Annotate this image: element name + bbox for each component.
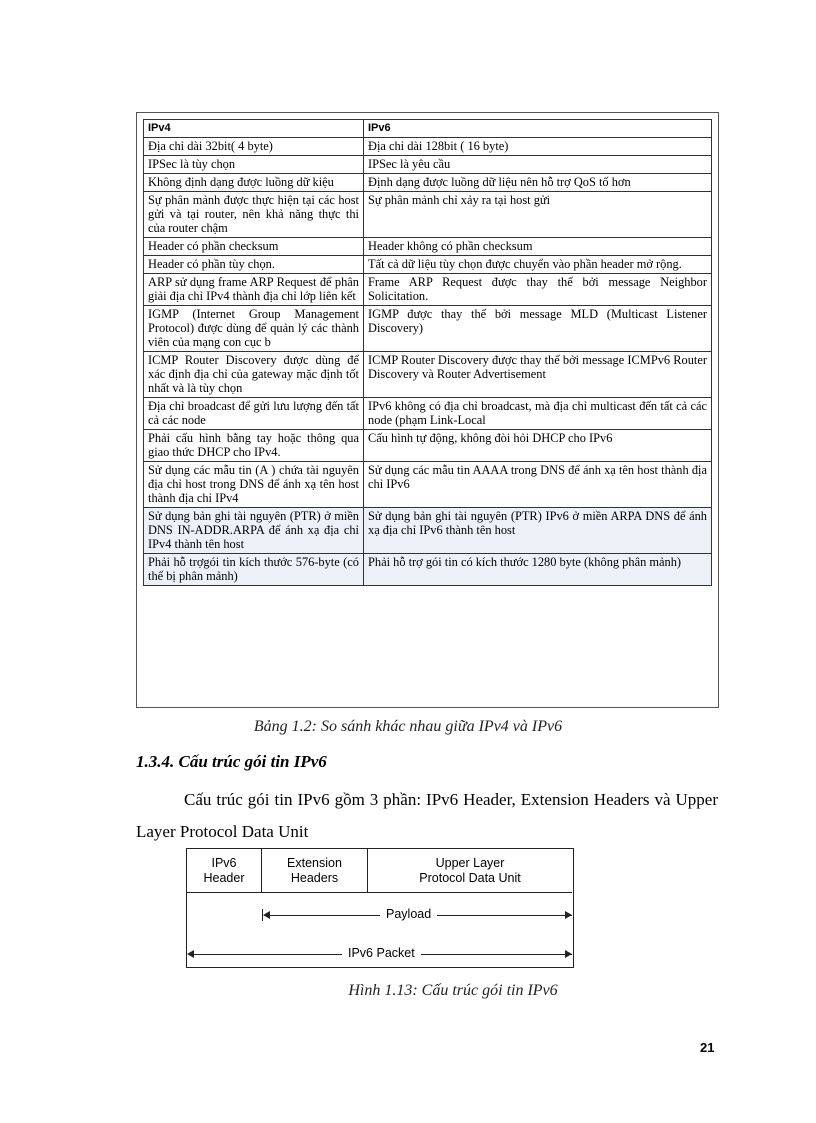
table-header-ipv4: IPv4: [144, 120, 364, 138]
table-row: [144, 174, 712, 192]
ipv6-cell: Cấu hình tự động, không đòi hỏi DHCP cho IPv6: [364, 430, 712, 462]
packet-label: IPv6 Packet: [342, 946, 421, 960]
table-row: [144, 430, 712, 462]
diagram-cell-upper-layer: [368, 849, 572, 893]
ipv6-cell: ICMP Router Discovery được thay thế bởi message ICMPv6 Router Discovery và Router Advertisement: [364, 352, 712, 398]
section-heading: 1.3.4. Cấu trúc gói tin IPv6: [136, 752, 327, 771]
table-row: [144, 138, 712, 156]
table-row: [144, 462, 712, 508]
ipv4-cell: Sự phân mảnh được thực hiện tại các host gửi và tại router, nên khả năng thực thi của router chậm: [144, 192, 364, 238]
comparison-table-frame: [136, 112, 719, 708]
table-row: [144, 274, 712, 306]
ipv6-cell: IPv6 không có địa chỉ broadcast, mà địa chỉ multicast đến tất cả các node (phạm Link-Local: [364, 398, 712, 430]
diagram-text: Headers: [290, 870, 339, 885]
ipv4-cell: Header có phần tùy chọn.: [144, 256, 364, 274]
ipv4-cell: ARP sử dụng frame ARP Request để phân giải địa chỉ IPv4 thành địa chỉ lớp liên kết: [144, 274, 364, 306]
ipv6-cell: Địa chỉ dài 128bit ( 16 byte): [364, 138, 712, 156]
ipv4-cell: Không định dạng được luồng dữ kiệu: [144, 174, 364, 192]
table-caption: Bảng 1.2: So sánh khác nhau giữa IPv4 và IPv6: [253, 718, 563, 735]
table-row: [144, 306, 712, 352]
ipv4-cell: Địa chỉ dài 32bit( 4 byte): [144, 138, 364, 156]
diagram-text: Extension: [287, 855, 342, 870]
diagram-cell-extension-headers: [262, 849, 368, 893]
ipv6-cell: Sử dụng các mẫu tin AAAA trong DNS để ánh xạ tên host thành địa chỉ IPv6: [364, 462, 712, 508]
payload-arrow: [262, 909, 572, 921]
diagram-cell-ipv6-header: [187, 849, 262, 893]
ipv6-cell: Tất cả dữ liệu tùy chọn được chuyển vào phần header mở rộng.: [364, 256, 712, 274]
diagram-text: IPv6: [211, 855, 237, 870]
ipv6-cell: Frame ARP Request được thay thế bởi message Neighbor Solicitation.: [364, 274, 712, 306]
ipv4-cell: ICMP Router Discovery được dùng để xác định địa chỉ của gateway mặc định tốt nhất và là tùy chọn: [144, 352, 364, 398]
ipv4-ipv6-comparison-table: [143, 119, 712, 586]
figure-caption: Hình 1.13: Cấu trúc gói tin IPv6: [348, 982, 558, 999]
diagram-text: Upper Layer: [435, 855, 505, 870]
ipv4-cell: Địa chỉ broadcast để gửi lưu lượng đến tất cả các node: [144, 398, 364, 430]
table-row: [144, 192, 712, 238]
table-row: [144, 398, 712, 430]
arrow-head-right: [565, 911, 572, 919]
ipv4-cell: Sử dụng các mẫu tin (A ) chứa tài nguyên địa chỉ host trong DNS để ánh xạ tên host thành địa chỉ IPv4: [144, 462, 364, 508]
table-row: [144, 156, 712, 174]
payload-label: Payload: [380, 907, 437, 921]
ipv4-cell: Phải cấu hình bằng tay hoặc thông qua giao thức DHCP cho IPv4.: [144, 430, 364, 462]
ipv6-packet-diagram: [186, 848, 574, 968]
ipv4-cell: Phải hỗ trợgói tin kích thước 576-byte (có thể bị phân mảnh): [144, 554, 364, 586]
ipv6-cell: Sự phân mảnh chỉ xảy ra tại host gửi: [364, 192, 712, 238]
ipv4-cell: IPSec là tùy chọn: [144, 156, 364, 174]
ipv4-cell: IGMP (Internet Group Management Protocol) được dùng để quản lý các thành viên của mạng con cục b: [144, 306, 364, 352]
ipv6-cell: IPSec là yêu cầu: [364, 156, 712, 174]
table-header-ipv6: IPv6: [364, 120, 712, 138]
ipv6-cell: IGMP được thay thế bởi message MLD (Multicast Listener Discovery): [364, 306, 712, 352]
table-row: [144, 238, 712, 256]
diagram-text: Protocol Data Unit: [419, 870, 521, 885]
ipv6-cell: Header không có phần checksum: [364, 238, 712, 256]
ipv6-cell: Định dạng được luồng dữ liệu nên hỗ trợ QoS tố hơn: [364, 174, 712, 192]
table-row: [144, 256, 712, 274]
table-row: [144, 554, 712, 586]
table-header-row: [144, 120, 712, 138]
ipv6-cell: Sử dụng bản ghi tài nguyên (PTR) IPv6 ở miền ARPA DNS để ánh xạ địa chỉ IPv6 thành tên host: [364, 508, 712, 554]
table-row: [144, 352, 712, 398]
page-number: 21: [700, 1040, 715, 1055]
table-row: [144, 508, 712, 554]
diagram-text: Header: [203, 870, 245, 885]
ipv4-cell: Header có phần checksum: [144, 238, 364, 256]
ipv4-cell: Sử dụng bản ghi tài nguyên (PTR) ở miền DNS IN-ADDR.ARPA để ánh xạ địa chỉ IPv4 thành tên host: [144, 508, 364, 554]
ipv6-cell: Phải hỗ trợ gói tin có kích thước 1280 byte (không phân mảnh): [364, 554, 712, 586]
body-paragraph: Cấu trúc gói tin IPv6 gồm 3 phần: IPv6 Header, Extension Headers và Upper Layer Protocol Data Unit: [136, 790, 718, 841]
arrow-head-right: [565, 950, 572, 958]
packet-arrow: [187, 948, 572, 960]
